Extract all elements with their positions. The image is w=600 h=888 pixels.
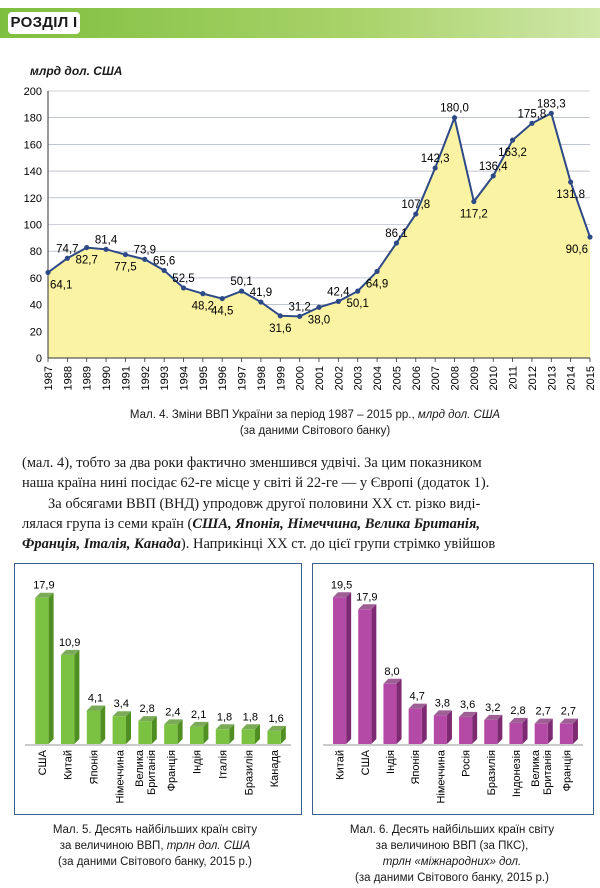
data-point bbox=[103, 247, 108, 252]
x-tick-label: 1990 bbox=[101, 366, 114, 391]
x-tick-label: 2002 bbox=[333, 366, 346, 391]
data-point bbox=[142, 257, 147, 262]
data-point bbox=[65, 256, 70, 261]
category-label: Канада bbox=[269, 750, 282, 788]
value-label: 31,2 bbox=[288, 301, 311, 314]
chart5-caption bbox=[10, 822, 300, 870]
x-tick-label: 1999 bbox=[275, 366, 288, 391]
chart6-frame bbox=[312, 563, 594, 815]
bar-value-label: 1,8 bbox=[216, 711, 233, 724]
data-point bbox=[278, 313, 283, 318]
text-span: ). Наприкінці XX ст. до цієї групи стрімко увійшов bbox=[180, 536, 496, 552]
bar bbox=[434, 715, 447, 744]
value-label: 86,1 bbox=[385, 228, 408, 241]
x-tick-label: 1991 bbox=[120, 366, 133, 391]
category-label: Франція bbox=[561, 750, 574, 792]
y-tick-label: 140 bbox=[23, 166, 42, 179]
bar-side bbox=[397, 679, 402, 744]
bar bbox=[509, 723, 522, 744]
data-point bbox=[491, 173, 496, 178]
bar-value-label: 2,7 bbox=[535, 705, 551, 718]
category-label: Франція bbox=[165, 750, 178, 792]
bar-value-label: 17,9 bbox=[33, 579, 55, 592]
data-point bbox=[433, 165, 438, 170]
data-point bbox=[471, 199, 476, 204]
caption-text: за величиною ВВП (за ПКС), bbox=[375, 840, 529, 852]
x-tick-label: 2004 bbox=[372, 366, 385, 391]
value-label: 131,8 bbox=[556, 189, 586, 202]
bar-value-label: 2,1 bbox=[191, 708, 207, 721]
text-countries: Франція, Італія, Канада bbox=[22, 536, 181, 552]
bar bbox=[216, 729, 229, 744]
bar bbox=[333, 597, 346, 744]
x-tick-label: 2005 bbox=[391, 366, 404, 391]
value-label: 163,2 bbox=[498, 147, 527, 160]
x-tick-label: 2001 bbox=[314, 366, 326, 391]
bar-side bbox=[447, 710, 452, 744]
x-tick-label: 2008 bbox=[449, 366, 462, 391]
x-tick-label: 2003 bbox=[352, 366, 365, 391]
data-point bbox=[529, 121, 534, 126]
category-label: Китай bbox=[62, 750, 75, 780]
bar-value-label: 8,0 bbox=[384, 665, 400, 678]
category-label: Китай bbox=[334, 750, 347, 780]
data-point bbox=[413, 211, 418, 216]
x-tick-label: 1987 bbox=[43, 366, 55, 391]
x-tick-label: 1995 bbox=[197, 366, 210, 391]
caption-text: за величиною ВВП, bbox=[59, 840, 167, 852]
y-tick-label: 60 bbox=[29, 272, 42, 285]
bar-value-label: 3,2 bbox=[485, 701, 501, 714]
category-label: Індія bbox=[191, 750, 204, 774]
x-tick-label: 2012 bbox=[526, 366, 539, 391]
chart6-bar-chart bbox=[313, 564, 593, 814]
data-point bbox=[239, 289, 244, 294]
bar-side bbox=[346, 592, 351, 744]
bar-side bbox=[126, 711, 131, 744]
caption-text: Мал. 5. Десять найбільших країн світу bbox=[52, 824, 258, 836]
bar bbox=[484, 720, 497, 744]
x-tick-label: 1988 bbox=[62, 366, 75, 391]
bar bbox=[535, 724, 548, 744]
category-label: Велика bbox=[134, 750, 147, 787]
bar bbox=[138, 721, 151, 744]
x-tick-label: 2009 bbox=[468, 366, 481, 391]
section-title: РОЗДІЛ І bbox=[8, 12, 80, 34]
data-point bbox=[181, 285, 186, 290]
x-tick-label: 2000 bbox=[294, 366, 307, 391]
body-paragraph-2 bbox=[22, 494, 592, 554]
y-tick-label: 40 bbox=[29, 299, 42, 312]
value-label: 180,0 bbox=[440, 102, 469, 115]
data-point bbox=[549, 111, 554, 116]
caption-source: (за даними Світового банку, 2015 р.) bbox=[355, 872, 549, 884]
data-point bbox=[258, 299, 263, 304]
x-tick-label: 2010 bbox=[488, 366, 501, 391]
data-point bbox=[394, 240, 399, 245]
x-tick-label: 1989 bbox=[81, 366, 94, 391]
bar bbox=[383, 684, 396, 744]
bar bbox=[242, 729, 255, 744]
category-label: США bbox=[36, 750, 49, 776]
category-label: Японія bbox=[88, 750, 101, 785]
value-label: 107,8 bbox=[401, 199, 431, 212]
bar-side bbox=[422, 704, 427, 744]
bar bbox=[459, 717, 472, 744]
caption-text: Мал. 6. Десять найбільших країн світу bbox=[349, 824, 555, 836]
data-point bbox=[510, 138, 515, 143]
value-label: 52,5 bbox=[172, 272, 195, 285]
text-span: лялася група із семи країн ( bbox=[22, 516, 193, 532]
value-label: 73,9 bbox=[133, 244, 156, 257]
bar bbox=[87, 710, 100, 744]
data-point bbox=[587, 234, 592, 239]
bar bbox=[560, 724, 573, 744]
caption-text: Мал. 4. Зміни ВВП України за період 1987 – 2015 рр., bbox=[129, 409, 418, 421]
bar-value-label: 19,5 bbox=[330, 579, 353, 592]
data-point bbox=[568, 179, 573, 184]
bar bbox=[61, 655, 74, 744]
category-label: Британія bbox=[146, 750, 159, 795]
value-label: 65,6 bbox=[152, 255, 176, 268]
chart5-frame bbox=[14, 563, 302, 815]
category-label: Росія bbox=[460, 750, 473, 777]
bar-value-label: 1,8 bbox=[242, 711, 258, 724]
category-label: Італія bbox=[217, 750, 230, 779]
value-label: 50,1 bbox=[346, 298, 369, 311]
bar-value-label: 2,7 bbox=[560, 705, 577, 718]
bar bbox=[409, 709, 422, 744]
value-label: 74,7 bbox=[56, 243, 79, 256]
caption-unit: млрд дол. США bbox=[417, 409, 501, 421]
bar-value-label: 3,6 bbox=[459, 698, 476, 711]
value-label: 48,2 bbox=[191, 300, 215, 313]
value-label: 82,7 bbox=[75, 254, 98, 267]
value-label: 183,3 bbox=[536, 98, 566, 111]
bar bbox=[358, 609, 371, 744]
bar-value-label: 3,4 bbox=[113, 698, 129, 711]
gdp-ukraine-area-chart bbox=[0, 0, 600, 420]
category-label: Німеччина bbox=[114, 750, 127, 804]
value-label: 81,4 bbox=[94, 234, 118, 247]
bar-side bbox=[49, 593, 54, 744]
x-tick-label: 1994 bbox=[178, 366, 191, 391]
caption-unit: трлн «міжнародних» дол. bbox=[382, 856, 522, 868]
bar-value-label: 17,9 bbox=[356, 591, 378, 604]
main-chart-unit-label: млрд дол. США bbox=[30, 64, 123, 78]
value-label: 90,6 bbox=[565, 244, 588, 257]
bar-value-label: 1,6 bbox=[268, 712, 284, 725]
x-tick-label: 2015 bbox=[585, 366, 597, 391]
x-tick-label: 1997 bbox=[236, 366, 249, 391]
data-point bbox=[297, 314, 302, 319]
x-tick-label: 1992 bbox=[139, 366, 152, 391]
caption-source: (за даними Світового банку) bbox=[239, 425, 391, 437]
bar-side bbox=[100, 705, 105, 744]
x-tick-label: 2014 bbox=[565, 366, 578, 391]
category-label: Японія bbox=[410, 750, 423, 785]
bar-side bbox=[371, 604, 376, 744]
value-label: 117,2 bbox=[459, 208, 488, 221]
bar-value-label: 2,8 bbox=[510, 704, 526, 717]
value-label: 175,8 bbox=[517, 108, 547, 121]
value-label: 64,9 bbox=[365, 278, 389, 291]
data-point bbox=[45, 270, 50, 275]
value-label: 64,1 bbox=[50, 279, 73, 292]
bar bbox=[190, 727, 203, 744]
text-line: наша країна нині посідає 62-ге місце у світі й 22-ге — у Європі (додаток 1). bbox=[22, 475, 490, 491]
bar-value-label: 4,7 bbox=[409, 690, 425, 703]
chart5-bar-chart bbox=[15, 564, 301, 814]
data-point bbox=[355, 289, 360, 294]
x-tick-label: 2006 bbox=[410, 366, 423, 391]
value-label: 38,0 bbox=[307, 314, 331, 327]
data-point bbox=[374, 269, 379, 274]
category-label: Бразилія bbox=[485, 750, 498, 796]
data-point bbox=[452, 115, 457, 120]
value-label: 142,3 bbox=[420, 153, 450, 166]
bar-side bbox=[472, 712, 477, 744]
y-tick-label: 200 bbox=[23, 86, 42, 98]
data-point bbox=[84, 245, 89, 250]
value-label: 50,1 bbox=[230, 276, 253, 289]
chart6-caption bbox=[310, 822, 594, 886]
data-point bbox=[200, 291, 205, 296]
caption-source: (за даними Світового банку, 2015 р.) bbox=[58, 856, 252, 868]
category-label: Британія bbox=[542, 750, 555, 795]
value-label: 41,9 bbox=[249, 287, 273, 300]
bar-value-label: 3,8 bbox=[434, 697, 451, 710]
bar bbox=[35, 598, 48, 744]
category-label: Велика bbox=[530, 750, 543, 787]
bar-value-label: 4,1 bbox=[87, 692, 104, 705]
y-tick-label: 160 bbox=[23, 139, 42, 152]
bar bbox=[113, 716, 126, 744]
value-label: 44,5 bbox=[211, 305, 234, 318]
value-label: 77,5 bbox=[114, 261, 137, 274]
data-point bbox=[220, 296, 225, 301]
y-tick-label: 120 bbox=[23, 192, 42, 205]
bar-value-label: 10,9 bbox=[58, 636, 81, 649]
value-label: 42,4 bbox=[327, 286, 350, 299]
category-label: Бразилія bbox=[243, 750, 256, 796]
y-tick-label: 20 bbox=[29, 326, 42, 339]
data-point bbox=[336, 299, 341, 304]
text-line: За обсягами ВВП (ВНД) упродовж другої половини XX ст. різко виді- bbox=[48, 496, 481, 512]
bar bbox=[267, 731, 280, 744]
category-label: Індонезія bbox=[511, 750, 523, 798]
bar-value-label: 2,4 bbox=[165, 706, 181, 719]
y-tick-label: 0 bbox=[35, 353, 42, 365]
y-tick-label: 100 bbox=[23, 219, 42, 232]
caption-unit: трлн дол. США bbox=[166, 840, 251, 852]
data-point bbox=[316, 305, 321, 310]
x-tick-label: 1993 bbox=[159, 366, 172, 391]
x-tick-label: 1996 bbox=[217, 366, 230, 391]
data-point bbox=[162, 268, 167, 273]
value-label: 31,6 bbox=[269, 322, 292, 335]
category-label: Німеччина bbox=[435, 750, 448, 804]
x-tick-label: 2007 bbox=[430, 366, 443, 391]
category-label: Індія bbox=[385, 750, 397, 774]
bar-side bbox=[74, 650, 79, 744]
data-point bbox=[123, 252, 128, 257]
value-label: 136,4 bbox=[478, 160, 508, 173]
x-tick-label: 2011 bbox=[507, 366, 520, 390]
text-countries: США, Японія, Німеччина, Велика Британія, bbox=[192, 516, 481, 532]
main-chart-caption bbox=[60, 407, 570, 439]
category-label: США bbox=[359, 750, 372, 776]
bar bbox=[164, 724, 177, 744]
text-line: (мал. 4), тобто за два роки фактично зменшився удвічі. За цим показником bbox=[22, 455, 482, 471]
body-paragraph-1 bbox=[22, 453, 592, 493]
y-tick-label: 80 bbox=[29, 246, 42, 259]
bar-side bbox=[497, 715, 502, 744]
x-tick-label: 2013 bbox=[546, 366, 559, 391]
x-tick-label: 1998 bbox=[255, 366, 268, 391]
bar-value-label: 2,8 bbox=[139, 703, 155, 716]
y-tick-label: 180 bbox=[23, 112, 42, 125]
